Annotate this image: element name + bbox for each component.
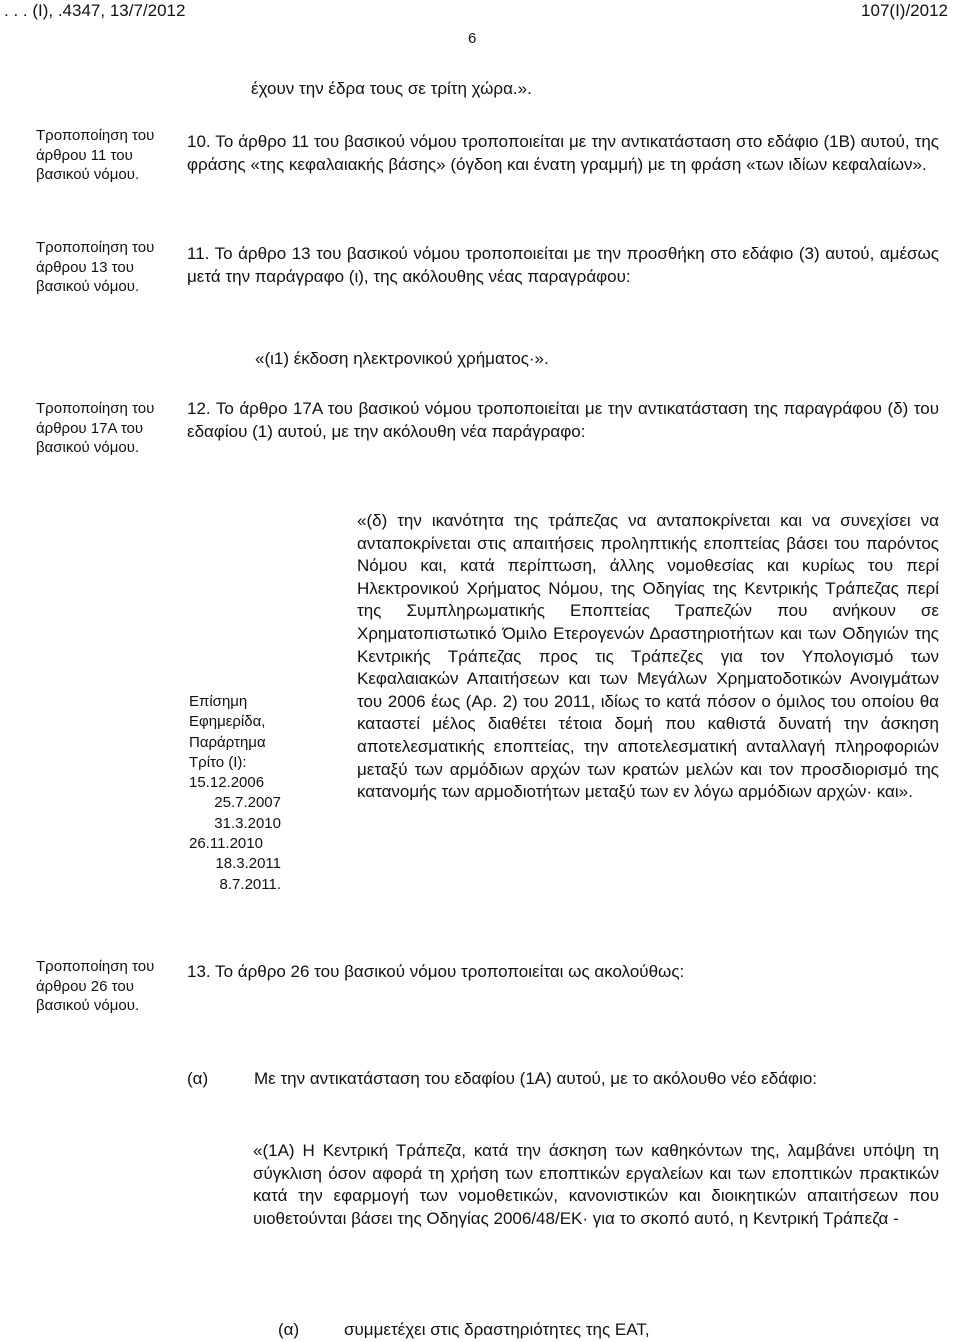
page-number: 6 xyxy=(468,30,477,47)
header-left: . . . (Ι), .4347, 13/7/2012 xyxy=(4,1,186,20)
quote-paragraph-12: «(δ) την ικανότητα της τράπεζας να ανταποκρίνεται και να συνεχίσει να ανταποκρίνεται στις απαιτήσεις προληπτικής εποπτείας βάσει του παρόντος Νόμου και, κατά περίπτωση, άλλης νομοθεσίας και κυρίως του περί Ηλεκτρονικού Χρήματος Νόμου, της Οδηγίας της Κεντρικής Τράπεζας περί της Συμπληρωματικής Εποπτείας Τραπεζών που ανήκουν σε Χρηματοπιστωτικό Όμιλο Ετερογενών Δραστηριοτήτων και των Οδηγιών της Κεντρικής Τράπεζας προς τις Τράπεζες για τον Υπολογισμό των Κεφαλαιακών Απαιτήσεων και των Μεγάλων Χρηματοδοτικών Ανοιγμάτων του 2006 έως (Αρ. 2) του 2011, ιδίως το κατά πόσον ο όμιλος του οποίου θα καταστεί μέλος διαθέτει τέτοια δομή που καθιστά δυνατή την άσκηση αποτελεσματικής εποπτείας, την αποτελεσματική ανταλλαγή πληροφοριών μεταξύ των αρμόδιων αρχών των κρατών μελών και τον προσδιορισμό της κατανομής των αρμοδιοτήτων μεταξύ των εν λόγω αρμόδιων αρχών· και». xyxy=(357,511,939,802)
gazette-line: 31.3.2010 xyxy=(214,814,281,832)
paragraph-11: 11. Το άρθρο 13 του βασικού νόμου τροποποιείται με την προσθήκη στο εδάφιο (3) αυτού, αμέσως μετά την παράγραφο (ι), της ακόλουθης νέας παραγράφου: xyxy=(187,244,939,286)
header-right: 107(Ι)/2012 xyxy=(861,1,948,20)
gazette-line: Επίσημη xyxy=(189,693,248,710)
sub-item-a-marker: (α) xyxy=(278,1320,300,1339)
quote-paragraph-13: «(1Α) Η Κεντρική Τράπεζα, κατά την άσκηση των καθηκόντων της, λαμβάνει υπόψη τη σύγκλιση όσον αφορά τη χρήση των εποπτικών εργαλείων και των εποπτικών πρακτικών κατά την εφαρμογή των νομοθετικών, κανονιστικών και διοικητικών απαιτήσεων που υιοθετούνται βάσει της Οδηγίας 2006/48/ΕΚ· για το σκοπό αυτό, η Κεντρική Τράπεζα - xyxy=(253,1141,939,1228)
quote-paragraph-11: «(ι1) έκδοση ηλεκτρονικού χρήματος·». xyxy=(255,349,549,368)
margin-note-article-26: Τροποποίηση του άρθρου 26 του βασικού νόμου. xyxy=(36,958,155,1014)
gazette-line: 25.7.2007 xyxy=(214,794,281,812)
paragraph-10: 10. Το άρθρο 11 του βασικού νόμου τροποποιείται με την αντικατάσταση στο εδάφιο (1Β) αυτού, της φράσης «της κεφαλαιακής βάσης» (όγδοη και ένατη γραμμή) με τη φράση «των ιδίων κεφαλαίων». xyxy=(187,132,939,174)
gazette-line: 26.11.2010 xyxy=(189,835,263,853)
gazette-line: Τρίτο (Ι): xyxy=(189,753,247,771)
sub-item-a-text: συμμετέχει στις δραστηριότητες της ΕΑΤ, xyxy=(344,1320,650,1339)
gazette-line: 15.12.2006 xyxy=(189,774,265,792)
margin-note-article-17a: Τροποποίηση του άρθρου 17Α του βασικού νόμου. xyxy=(36,400,155,456)
gazette-line: 18.3.2011 xyxy=(215,855,281,873)
paragraph-12: 12. Το άρθρο 17Α του βασικού νόμου τροποποιείται με την αντικατάσταση της παραγράφου (δ) του εδαφίου (1) αυτού, με την ακόλουθη νέα παράγραφο: xyxy=(187,399,939,441)
gazette-reference xyxy=(189,692,299,895)
item-a-text: Με την αντικατάσταση του εδαφίου (1Α) αυτού, με το ακόλουθο νέο εδάφιο: xyxy=(254,1069,818,1088)
paragraph-13: 13. Το άρθρο 26 του βασικού νόμου τροποποιείται ως ακολούθως: xyxy=(187,962,685,981)
margin-note-article-13: Τροποποίηση του άρθρου 13 του βασικού νόμου. xyxy=(36,239,155,295)
margin-note-article-11: Τροποποίηση του άρθρου 11 του βασικού νόμου. xyxy=(36,127,155,183)
gazette-line: 8.7.2011. xyxy=(219,875,281,893)
gazette-line: Εφημερίδα, xyxy=(189,713,266,731)
continuation-line: έχουν την έδρα τους σε τρίτη χώρα.». xyxy=(251,79,532,98)
gazette-line: Παράρτημα xyxy=(189,733,266,751)
item-a-marker: (α) xyxy=(187,1069,209,1088)
